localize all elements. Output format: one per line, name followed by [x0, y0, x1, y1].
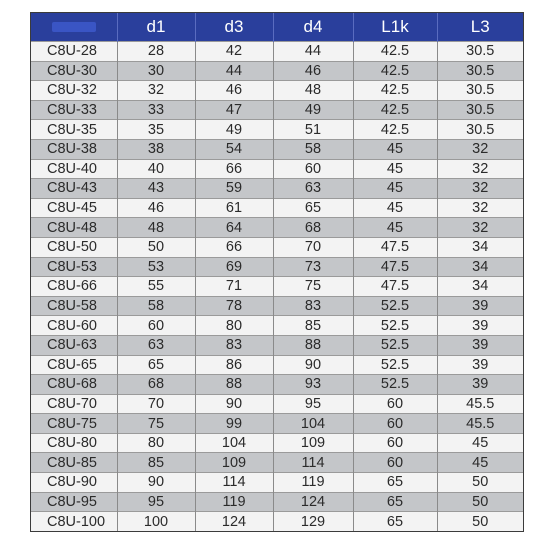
cell-model: C8U-33 [31, 100, 117, 120]
table-row [31, 237, 523, 257]
cell-d3: 49 [195, 120, 273, 140]
cell-d3: 71 [195, 277, 273, 297]
cell-model: C8U-65 [31, 355, 117, 375]
table-row [31, 159, 523, 179]
cell-l1k: 65 [353, 492, 437, 512]
header-corner-swatch [52, 22, 96, 32]
cell-d4: 114 [273, 453, 353, 473]
cell-d1: 28 [117, 42, 195, 62]
table-row [31, 61, 523, 81]
cell-d1: 50 [117, 237, 195, 257]
cell-l3: 30.5 [437, 42, 523, 62]
cell-d4: 104 [273, 414, 353, 434]
cell-d1: 75 [117, 414, 195, 434]
cell-d1: 40 [117, 159, 195, 179]
table-row [31, 355, 523, 375]
table-row [31, 512, 523, 531]
cell-d4: 95 [273, 394, 353, 414]
cell-d1: 70 [117, 394, 195, 414]
cell-l1k: 52.5 [353, 335, 437, 355]
cell-l1k: 52.5 [353, 296, 437, 316]
cell-d4: 68 [273, 218, 353, 238]
cell-l3: 30.5 [437, 100, 523, 120]
cell-l3: 45.5 [437, 414, 523, 434]
cell-d4: 58 [273, 139, 353, 159]
cell-d3: 61 [195, 198, 273, 218]
cell-d3: 104 [195, 433, 273, 453]
cell-d3: 114 [195, 473, 273, 493]
cell-l3: 39 [437, 355, 523, 375]
cell-d4: 88 [273, 335, 353, 355]
cell-d3: 69 [195, 257, 273, 277]
cell-l3: 30.5 [437, 61, 523, 81]
cell-model: C8U-38 [31, 139, 117, 159]
cell-model: C8U-48 [31, 218, 117, 238]
cell-d3: 46 [195, 81, 273, 101]
cell-model: C8U-40 [31, 159, 117, 179]
cell-d3: 66 [195, 237, 273, 257]
cell-l3: 32 [437, 139, 523, 159]
cell-d3: 64 [195, 218, 273, 238]
cell-l3: 50 [437, 512, 523, 531]
cell-l3: 34 [437, 277, 523, 297]
cell-d4: 44 [273, 42, 353, 62]
cell-l1k: 52.5 [353, 316, 437, 336]
cell-d3: 59 [195, 179, 273, 199]
table-row [31, 179, 523, 199]
cell-l3: 32 [437, 198, 523, 218]
cell-d4: 46 [273, 61, 353, 81]
cell-d4: 109 [273, 433, 353, 453]
cell-d1: 48 [117, 218, 195, 238]
cell-l1k: 42.5 [353, 100, 437, 120]
cell-l1k: 42.5 [353, 61, 437, 81]
cell-d4: 83 [273, 296, 353, 316]
cell-d4: 48 [273, 81, 353, 101]
cell-d4: 119 [273, 473, 353, 493]
cell-model: C8U-30 [31, 61, 117, 81]
cell-d4: 63 [273, 179, 353, 199]
cell-model: C8U-95 [31, 492, 117, 512]
table-row [31, 492, 523, 512]
cell-l1k: 47.5 [353, 277, 437, 297]
cell-d1: 68 [117, 375, 195, 395]
cell-d1: 95 [117, 492, 195, 512]
cell-model: C8U-70 [31, 394, 117, 414]
cell-model: C8U-58 [31, 296, 117, 316]
cell-d1: 35 [117, 120, 195, 140]
cell-d4: 49 [273, 100, 353, 120]
cell-d1: 43 [117, 179, 195, 199]
cell-l1k: 42.5 [353, 81, 437, 101]
cell-d1: 60 [117, 316, 195, 336]
cell-d1: 53 [117, 257, 195, 277]
cell-model: C8U-53 [31, 257, 117, 277]
cell-d4: 75 [273, 277, 353, 297]
dimension-table [31, 13, 523, 531]
cell-d3: 42 [195, 42, 273, 62]
cell-l3: 32 [437, 179, 523, 199]
header-cell-model [31, 13, 117, 42]
cell-d1: 55 [117, 277, 195, 297]
cell-l3: 32 [437, 159, 523, 179]
cell-d1: 38 [117, 139, 195, 159]
header-cell-d4: d4 [273, 13, 353, 42]
cell-d3: 99 [195, 414, 273, 434]
cell-l1k: 60 [353, 453, 437, 473]
cell-l3: 45 [437, 433, 523, 453]
cell-l3: 32 [437, 218, 523, 238]
cell-model: C8U-66 [31, 277, 117, 297]
cell-l3: 34 [437, 237, 523, 257]
cell-l1k: 65 [353, 473, 437, 493]
cell-l1k: 45 [353, 159, 437, 179]
cell-d1: 90 [117, 473, 195, 493]
cell-d3: 54 [195, 139, 273, 159]
cell-l3: 45 [437, 453, 523, 473]
table-body [31, 42, 523, 531]
table-row [31, 473, 523, 493]
cell-l1k: 65 [353, 512, 437, 531]
cell-model: C8U-85 [31, 453, 117, 473]
cell-d4: 124 [273, 492, 353, 512]
header-cell-d1: d1 [117, 13, 195, 42]
cell-l3: 39 [437, 375, 523, 395]
cell-d3: 66 [195, 159, 273, 179]
cell-d3: 124 [195, 512, 273, 531]
cell-model: C8U-63 [31, 335, 117, 355]
dimension-table-container [30, 12, 524, 532]
cell-model: C8U-90 [31, 473, 117, 493]
cell-model: C8U-100 [31, 512, 117, 531]
table-row [31, 375, 523, 395]
cell-d3: 88 [195, 375, 273, 395]
cell-d4: 93 [273, 375, 353, 395]
cell-d1: 30 [117, 61, 195, 81]
cell-d1: 85 [117, 453, 195, 473]
cell-d1: 58 [117, 296, 195, 316]
cell-l3: 50 [437, 473, 523, 493]
cell-l1k: 45 [353, 139, 437, 159]
cell-d1: 80 [117, 433, 195, 453]
cell-d1: 63 [117, 335, 195, 355]
table-row [31, 120, 523, 140]
table-header [31, 13, 523, 42]
cell-l3: 39 [437, 296, 523, 316]
cell-d4: 51 [273, 120, 353, 140]
cell-l3: 50 [437, 492, 523, 512]
cell-model: C8U-50 [31, 237, 117, 257]
cell-l1k: 45 [353, 179, 437, 199]
cell-l1k: 45 [353, 218, 437, 238]
cell-l1k: 47.5 [353, 257, 437, 277]
cell-d3: 47 [195, 100, 273, 120]
table-row [31, 198, 523, 218]
cell-l1k: 52.5 [353, 355, 437, 375]
cell-model: C8U-43 [31, 179, 117, 199]
cell-d1: 46 [117, 198, 195, 218]
table-row [31, 100, 523, 120]
cell-d3: 44 [195, 61, 273, 81]
cell-l1k: 60 [353, 433, 437, 453]
cell-l3: 30.5 [437, 81, 523, 101]
table-row [31, 394, 523, 414]
table-row [31, 139, 523, 159]
cell-d1: 33 [117, 100, 195, 120]
cell-d3: 78 [195, 296, 273, 316]
cell-l1k: 60 [353, 414, 437, 434]
table-row [31, 42, 523, 62]
table-row [31, 335, 523, 355]
cell-model: C8U-80 [31, 433, 117, 453]
cell-l3: 30.5 [437, 120, 523, 140]
cell-d4: 73 [273, 257, 353, 277]
cell-l3: 39 [437, 335, 523, 355]
table-row [31, 218, 523, 238]
cell-model: C8U-75 [31, 414, 117, 434]
table-row [31, 316, 523, 336]
table-row [31, 433, 523, 453]
table-row [31, 81, 523, 101]
cell-l1k: 47.5 [353, 237, 437, 257]
cell-model: C8U-32 [31, 81, 117, 101]
cell-d3: 119 [195, 492, 273, 512]
cell-d4: 129 [273, 512, 353, 531]
cell-d1: 100 [117, 512, 195, 531]
cell-d1: 32 [117, 81, 195, 101]
cell-d4: 85 [273, 316, 353, 336]
cell-l1k: 60 [353, 394, 437, 414]
cell-model: C8U-68 [31, 375, 117, 395]
cell-d4: 60 [273, 159, 353, 179]
cell-d4: 65 [273, 198, 353, 218]
header-cell-d3: d3 [195, 13, 273, 42]
cell-d3: 80 [195, 316, 273, 336]
table-row [31, 296, 523, 316]
cell-l1k: 45 [353, 198, 437, 218]
cell-d4: 70 [273, 237, 353, 257]
table-row [31, 414, 523, 434]
header-cell-l3: L3 [437, 13, 523, 42]
cell-model: C8U-60 [31, 316, 117, 336]
cell-d3: 86 [195, 355, 273, 375]
cell-l1k: 42.5 [353, 120, 437, 140]
header-row [31, 13, 523, 42]
header-cell-l1k: L1k [353, 13, 437, 42]
table-row [31, 257, 523, 277]
cell-d3: 109 [195, 453, 273, 473]
cell-d3: 83 [195, 335, 273, 355]
cell-l1k: 52.5 [353, 375, 437, 395]
cell-model: C8U-35 [31, 120, 117, 140]
cell-l1k: 42.5 [353, 42, 437, 62]
cell-l3: 34 [437, 257, 523, 277]
cell-l3: 45.5 [437, 394, 523, 414]
cell-d3: 90 [195, 394, 273, 414]
cell-model: C8U-28 [31, 42, 117, 62]
cell-d4: 90 [273, 355, 353, 375]
cell-d1: 65 [117, 355, 195, 375]
table-row [31, 277, 523, 297]
cell-model: C8U-45 [31, 198, 117, 218]
table-row [31, 453, 523, 473]
cell-l3: 39 [437, 316, 523, 336]
